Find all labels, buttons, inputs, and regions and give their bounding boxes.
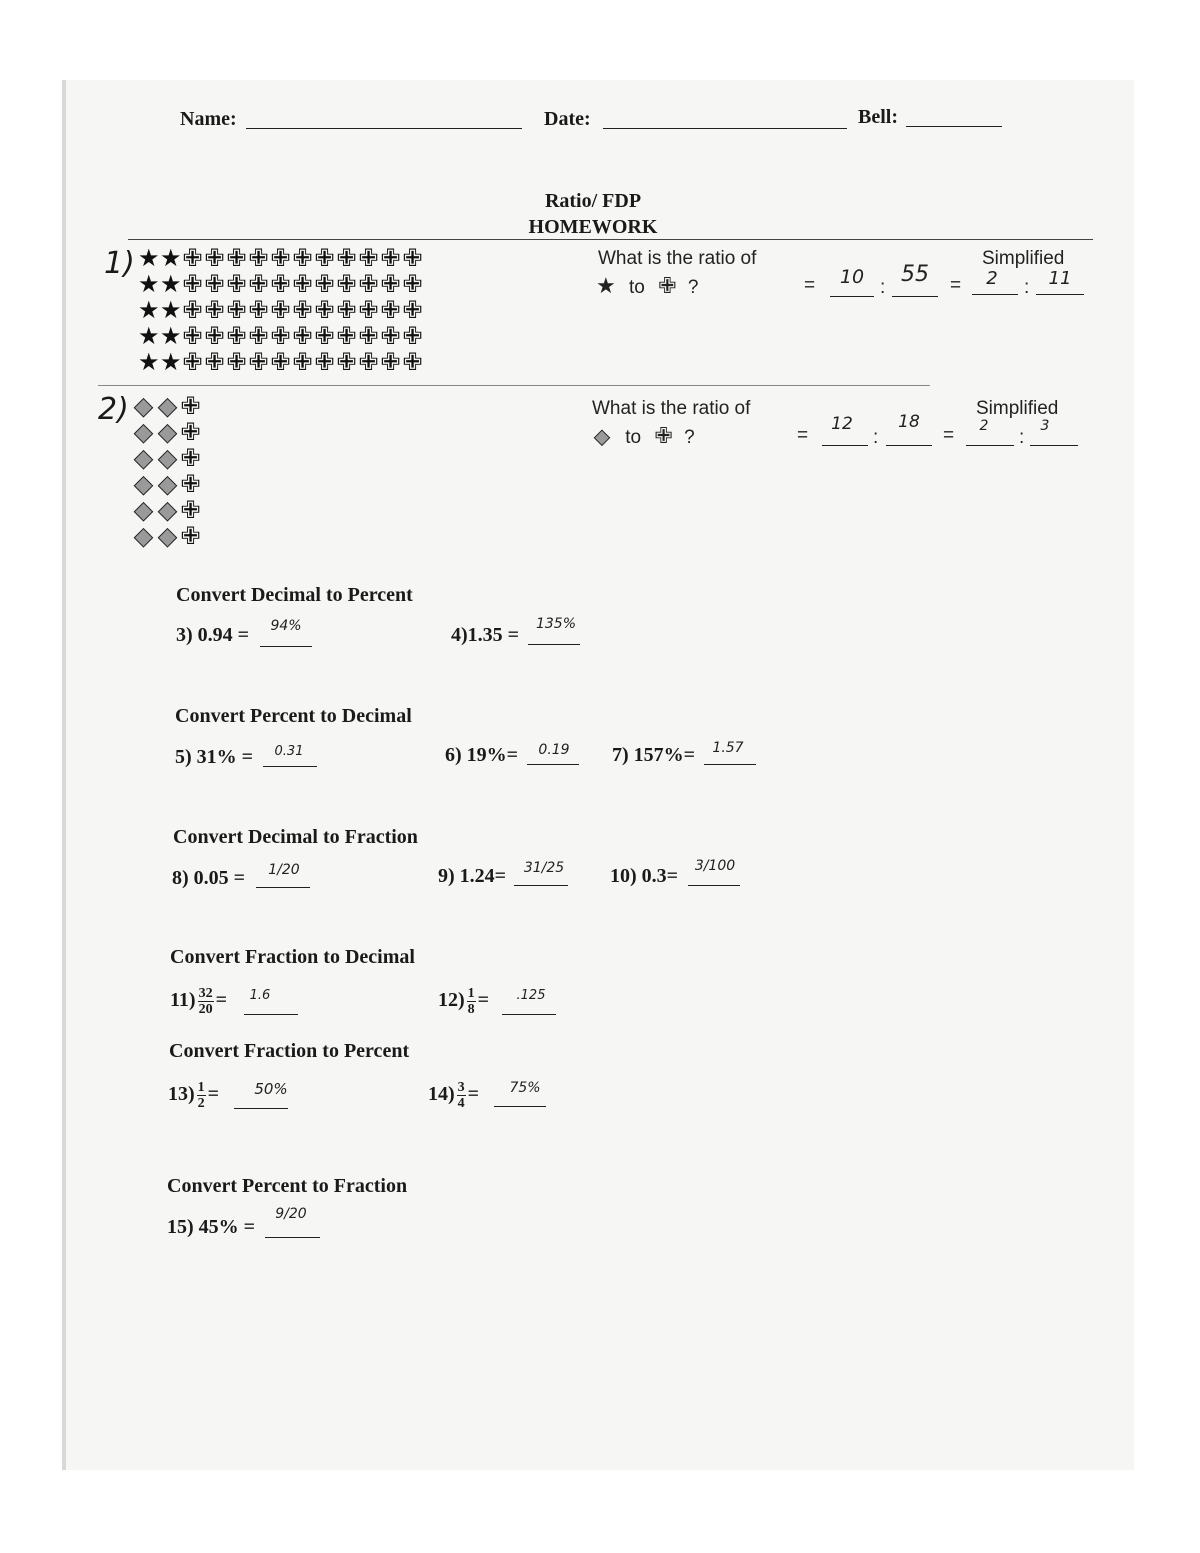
- problem-8-blank[interactable]: [256, 887, 310, 888]
- symbol-row: [138, 246, 424, 272]
- problem-11-answer: 1.6: [249, 988, 271, 1003]
- outline-cross-icon: ✙: [402, 272, 424, 298]
- outline-cross-icon: ✙: [380, 272, 402, 298]
- outline-cross-icon: ✙: [248, 246, 270, 272]
- problem-7-blank[interactable]: [704, 764, 756, 765]
- problem-7-label: 7) 157%=: [612, 744, 696, 766]
- outline-cross-icon: ✙: [270, 298, 292, 324]
- q1-blank-b[interactable]: [892, 296, 938, 297]
- problem-4-answer: 135%: [535, 616, 577, 632]
- q1-top-rule: [128, 239, 1093, 240]
- outline-cross-icon: ✙: [336, 246, 358, 272]
- outline-cross-icon: ✙: [182, 272, 204, 298]
- problem-13: [168, 1080, 219, 1111]
- problem-15-label: 15) 45% =: [167, 1216, 256, 1238]
- section-fraction-to-percent: Convert Fraction to Percent: [169, 1040, 410, 1062]
- q2-equals-2: =: [943, 425, 955, 446]
- outline-cross-icon: ✙: [292, 298, 314, 324]
- star-icon: ★: [138, 298, 161, 324]
- outline-cross-icon: ✙: [292, 272, 314, 298]
- q1-blank-sb[interactable]: [1036, 294, 1084, 295]
- star-icon: ★: [160, 272, 183, 298]
- q2-question-mark: ?: [684, 427, 695, 448]
- problem-15-answer: 9/20: [275, 1206, 307, 1222]
- q1-prompt: What is the ratio of: [598, 248, 757, 269]
- outline-cross-icon: ✙: [314, 350, 336, 376]
- outline-cross-icon: ✙: [292, 324, 314, 350]
- outline-cross-icon: ✙: [292, 350, 314, 376]
- outline-cross-icon: ✙: [180, 472, 202, 498]
- q2-blank-b[interactable]: [886, 445, 932, 446]
- diamond-icon: ◆: [134, 394, 154, 420]
- name-label: Name:: [180, 108, 237, 130]
- outline-cross-icon: ✙: [380, 350, 402, 376]
- problem-11-prefix: 11): [170, 989, 196, 1012]
- problem-14-blank[interactable]: [494, 1106, 546, 1107]
- q1-symbol-grid: [138, 246, 424, 376]
- q2-answer-sa: 2: [979, 418, 989, 434]
- problem-6-label: 6) 19%=: [445, 744, 519, 766]
- symbol-row: [138, 272, 424, 298]
- star-icon: ★: [138, 324, 161, 350]
- outline-cross-icon: ✙: [380, 246, 402, 272]
- outline-cross-icon: ✙: [336, 350, 358, 376]
- outline-cross-icon: ✙: [226, 246, 248, 272]
- problem-9-answer: 31/25: [523, 860, 565, 876]
- q1-question-mark: ?: [687, 277, 699, 298]
- symbol-row: [138, 324, 424, 350]
- problem-14-equals: =: [467, 1083, 480, 1106]
- symbol-row: [132, 472, 202, 498]
- outline-cross-icon: ✙: [180, 420, 202, 446]
- bell-line: [906, 126, 1002, 127]
- outline-cross-icon: ✙: [226, 298, 248, 324]
- problem-13-fraction: [197, 1080, 206, 1111]
- outline-cross-icon: ✙: [654, 423, 673, 448]
- problem-11-equals: =: [215, 989, 227, 1012]
- symbol-row: [132, 394, 202, 420]
- outline-cross-icon: ✙: [226, 324, 248, 350]
- outline-cross-icon: ✙: [314, 298, 336, 324]
- problem-14-numerator: 3: [457, 1080, 465, 1095]
- outline-cross-icon: ✙: [270, 246, 292, 272]
- star-icon: ★: [160, 350, 183, 376]
- q1-number: 1): [104, 246, 135, 281]
- q2-prompt: What is the ratio of: [592, 398, 751, 419]
- q1-answer-sb: 11: [1048, 268, 1072, 289]
- outline-cross-icon: ✙: [402, 298, 424, 324]
- outline-cross-icon: ✙: [270, 324, 292, 350]
- outline-cross-icon: ✙: [182, 350, 204, 376]
- symbol-row: [132, 498, 202, 524]
- outline-cross-icon: ✙: [358, 272, 380, 298]
- star-icon: ★: [138, 350, 161, 376]
- problem-5-answer: 0.31: [274, 744, 304, 759]
- outline-cross-icon: ✙: [380, 324, 402, 350]
- outline-cross-icon: ✙: [314, 324, 336, 350]
- problem-13-numerator: 1: [197, 1080, 205, 1095]
- q2-symbol-grid: [132, 394, 202, 550]
- problem-11: [170, 986, 227, 1017]
- problem-12-answer: .125: [516, 988, 546, 1003]
- section-fraction-to-decimal: Convert Fraction to Decimal: [170, 946, 415, 968]
- outline-cross-icon: ✙: [182, 324, 204, 350]
- q2-answer-sb: 3: [1040, 418, 1050, 434]
- problem-6-blank[interactable]: [527, 764, 579, 765]
- outline-cross-icon: ✙: [180, 394, 202, 420]
- outline-cross-icon: ✙: [180, 524, 202, 550]
- q2-prompt-line2: [590, 423, 695, 449]
- problem-12-blank[interactable]: [502, 1014, 556, 1015]
- problem-12-denominator: 8: [467, 1002, 475, 1017]
- title-line1: Ratio/ FDP: [544, 190, 642, 212]
- q1-colon: :: [880, 277, 886, 298]
- diamond-icon: ◆: [134, 472, 154, 498]
- problem-8-answer: 1/20: [268, 862, 300, 878]
- outline-cross-icon: ✙: [358, 246, 380, 272]
- problem-11-numerator: 32: [198, 986, 213, 1001]
- problem-9-label: 9) 1.24=: [438, 865, 507, 887]
- problem-10-blank[interactable]: [688, 885, 740, 886]
- diamond-icon: ◆: [158, 498, 178, 524]
- star-icon: ★: [160, 324, 183, 350]
- problem-14-answer: 75%: [509, 1080, 541, 1096]
- q2-answer-b: 18: [898, 412, 920, 432]
- problem-3-answer: 94%: [270, 618, 302, 634]
- problem-11-blank[interactable]: [244, 1014, 298, 1015]
- outline-cross-icon: ✙: [182, 298, 204, 324]
- outline-cross-icon: ✙: [270, 350, 292, 376]
- outline-cross-icon: ✙: [204, 350, 226, 376]
- problem-10-label: 10) 0.3=: [610, 865, 679, 887]
- problem-5-label: 5) 31% =: [175, 746, 254, 768]
- outline-cross-icon: ✙: [336, 272, 358, 298]
- problem-9-blank[interactable]: [514, 885, 568, 886]
- diamond-icon: ◆: [158, 472, 178, 498]
- star-icon: ★: [596, 273, 616, 298]
- problem-4-blank[interactable]: [528, 644, 580, 645]
- problem-13-denominator: 2: [197, 1096, 205, 1111]
- outline-cross-icon: ✙: [204, 298, 226, 324]
- outline-cross-icon: ✙: [292, 246, 314, 272]
- problem-14-fraction: [457, 1080, 466, 1111]
- symbol-row: [132, 524, 202, 550]
- q1-equals: =: [804, 275, 816, 296]
- problem-11-fraction: [198, 986, 214, 1017]
- q2-number: 2): [98, 392, 129, 427]
- diamond-icon: ◆: [158, 524, 178, 550]
- problem-12-numerator: 1: [467, 986, 475, 1001]
- problem-13-equals: =: [207, 1083, 220, 1106]
- problem-13-blank[interactable]: [234, 1108, 288, 1109]
- diamond-icon: ◆: [134, 524, 154, 550]
- problem-10-answer: 3/100: [694, 858, 736, 874]
- q2-answer-a: 12: [831, 414, 853, 434]
- outline-cross-icon: ✙: [248, 350, 270, 376]
- outline-cross-icon: ✙: [204, 272, 226, 298]
- q2-top-rule: [98, 385, 930, 386]
- outline-cross-icon: ✙: [402, 324, 424, 350]
- q2-blank-a[interactable]: [822, 445, 868, 446]
- q1-blank-sa[interactable]: [972, 294, 1018, 295]
- star-icon: ★: [160, 298, 183, 324]
- outline-cross-icon: ✙: [358, 350, 380, 376]
- problem-5-blank[interactable]: [263, 766, 317, 767]
- outline-cross-icon: ✙: [402, 350, 424, 376]
- q1-answer-a: 10: [839, 266, 865, 288]
- problem-15-blank[interactable]: [265, 1237, 320, 1238]
- star-icon: ★: [138, 272, 161, 298]
- outline-cross-icon: ✙: [314, 246, 336, 272]
- outline-cross-icon: ✙: [358, 324, 380, 350]
- q1-simplified-label: Simplified: [982, 248, 1065, 269]
- outline-cross-icon: ✙: [380, 298, 402, 324]
- problem-12: [438, 986, 489, 1017]
- outline-cross-icon: ✙: [180, 498, 202, 524]
- problem-11-denominator: 20: [198, 1002, 213, 1017]
- diamond-icon: ◆: [134, 446, 154, 472]
- q2-equals: =: [797, 425, 809, 446]
- outline-cross-icon: ✙: [248, 324, 270, 350]
- outline-cross-icon: ✙: [248, 298, 270, 324]
- outline-cross-icon: ✙: [248, 272, 270, 298]
- problem-14: [428, 1080, 479, 1111]
- symbol-row: [138, 350, 424, 376]
- q2-blank-sa[interactable]: [966, 445, 1014, 446]
- outline-cross-icon: ✙: [226, 350, 248, 376]
- problem-3-blank[interactable]: [260, 646, 312, 647]
- q1-blank-a[interactable]: [830, 296, 874, 297]
- q1-answer-sa: 2: [986, 268, 998, 289]
- problem-12-equals: =: [477, 989, 490, 1012]
- q2-colon: :: [873, 427, 879, 448]
- outline-cross-icon: ✙: [358, 298, 380, 324]
- problem-6-answer: 0.19: [538, 742, 570, 758]
- outline-cross-icon: ✙: [180, 446, 202, 472]
- diamond-icon: ◆: [158, 394, 178, 420]
- outline-cross-icon: ✙: [270, 272, 292, 298]
- outline-cross-icon: ✙: [204, 246, 226, 272]
- q1-colon-2: :: [1024, 277, 1030, 298]
- outline-cross-icon: ✙: [658, 273, 677, 298]
- symbol-row: [132, 420, 202, 446]
- outline-cross-icon: ✙: [182, 246, 204, 272]
- bell-label: Bell:: [858, 106, 898, 128]
- q1-prompt-line2: [596, 273, 698, 299]
- q1-to-label: to: [629, 277, 645, 298]
- outline-cross-icon: ✙: [336, 324, 358, 350]
- star-icon: ★: [160, 246, 183, 272]
- q2-colon-2: :: [1019, 427, 1025, 448]
- q1-answer-b: 55: [901, 262, 929, 287]
- date-line: [603, 128, 847, 129]
- diamond-icon: ◆: [158, 420, 178, 446]
- section-decimal-to-percent: Convert Decimal to Percent: [176, 584, 413, 606]
- star-icon: ★: [138, 246, 161, 272]
- q1-equals-2: =: [950, 275, 962, 296]
- date-label: Date:: [544, 108, 591, 130]
- problem-8-label: 8) 0.05 =: [172, 867, 246, 889]
- symbol-row: [138, 298, 424, 324]
- outline-cross-icon: ✙: [204, 324, 226, 350]
- outline-cross-icon: ✙: [314, 272, 336, 298]
- problem-13-answer: 50%: [254, 1080, 288, 1098]
- diamond-icon: ◆: [158, 446, 178, 472]
- problem-13-prefix: 13): [168, 1083, 195, 1106]
- section-decimal-to-fraction: Convert Decimal to Fraction: [173, 826, 418, 848]
- q2-to-label: to: [625, 427, 642, 448]
- problem-14-denominator: 4: [457, 1096, 465, 1111]
- problem-14-prefix: 14): [428, 1083, 455, 1106]
- problem-12-fraction: [467, 986, 476, 1017]
- problem-4-label: 4)1.35 =: [451, 624, 520, 646]
- q2-blank-sb[interactable]: [1030, 445, 1078, 446]
- problem-3-label: 3) 0.94 =: [176, 624, 250, 646]
- problem-7-answer: 1.57: [712, 740, 744, 756]
- outline-cross-icon: ✙: [402, 246, 424, 272]
- problem-12-prefix: 12): [438, 989, 465, 1012]
- diamond-icon: ◆: [134, 498, 154, 524]
- title-line2: HOMEWORK: [528, 216, 658, 238]
- section-percent-to-fraction: Convert Percent to Fraction: [167, 1175, 408, 1197]
- section-percent-to-decimal: Convert Percent to Decimal: [175, 705, 412, 727]
- diamond-icon: ◆: [134, 420, 154, 446]
- name-line: [246, 128, 522, 129]
- q2-simplified-label: Simplified: [976, 398, 1059, 419]
- outline-cross-icon: ✙: [226, 272, 248, 298]
- outline-cross-icon: ✙: [336, 298, 358, 324]
- diamond-icon: ◆: [594, 426, 610, 448]
- symbol-row: [132, 446, 202, 472]
